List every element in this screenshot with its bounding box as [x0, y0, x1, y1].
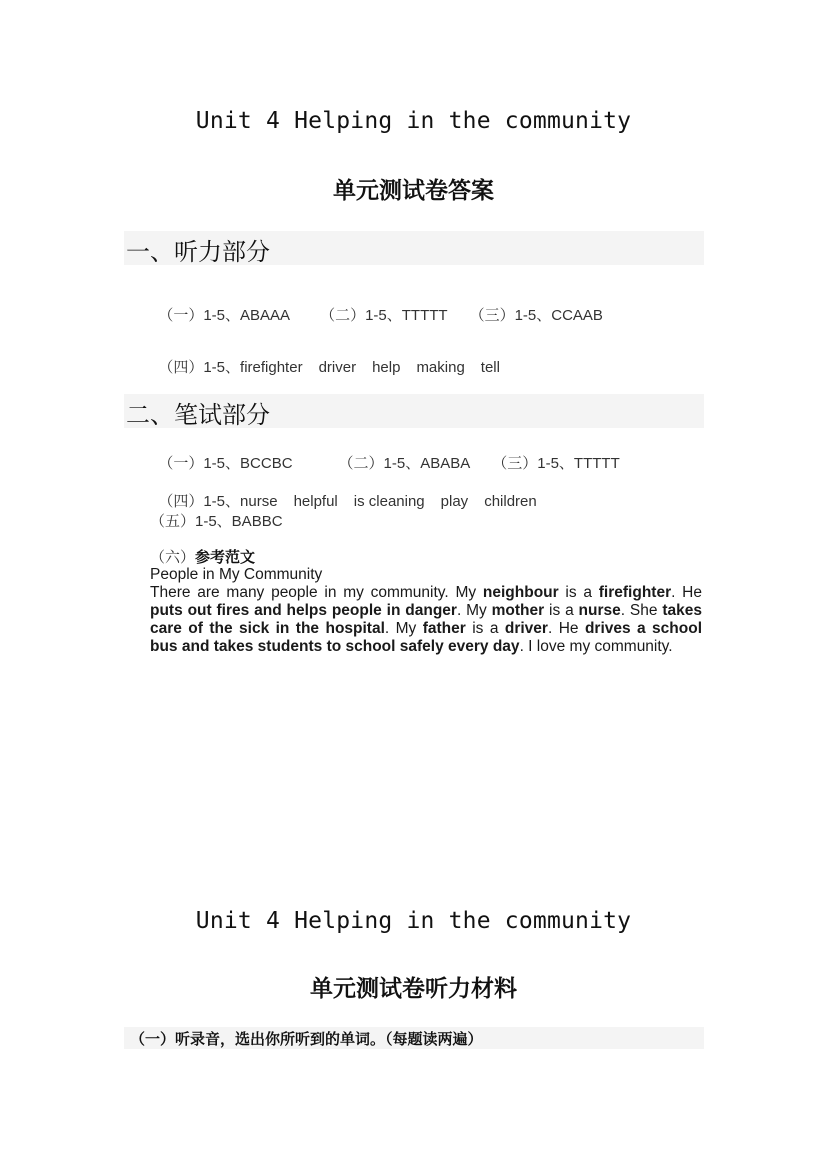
essay-bold-phrase: puts out fires and helps people in danger	[150, 602, 457, 619]
answer-row	[150, 435, 620, 473]
answer-word: children	[484, 493, 537, 510]
answer-row	[150, 339, 500, 377]
essay-text: is a	[558, 584, 599, 601]
answer-word: tell	[480, 359, 500, 376]
essay-text: is a	[465, 620, 505, 637]
answer-row: （五）1-5、BABBC	[150, 513, 283, 530]
answer-word: nurse	[240, 493, 278, 510]
essay-text: . I love my community.	[519, 638, 673, 655]
answer-word: is cleaning	[353, 493, 425, 510]
answer-prefix: （四）1-5、	[158, 493, 241, 510]
answer-part: （二）1-5、ABABA	[338, 455, 471, 472]
answer-word: help	[372, 359, 401, 376]
page-title-english: Unit 4 Helping in the community	[195, 908, 632, 934]
page-title-english: Unit 4 Helping in the community	[195, 108, 632, 134]
essay-text: . He	[671, 584, 702, 601]
essay-text: . She	[620, 602, 663, 619]
page-subtitle-chinese: 单元测试卷答案	[333, 177, 494, 204]
answer-word: making	[416, 359, 465, 376]
answer-part: （二）1-5、TTTTT	[320, 307, 448, 324]
essay-bold-phrase: drives a school bus and takes students to school safely every day	[150, 620, 703, 655]
answer-word: helpful	[293, 493, 338, 510]
essay-bold-phrase: takes care of the sick in the hospital	[150, 602, 703, 637]
essay-label-prefix: （六）	[150, 549, 196, 566]
essay-heading: People in My Community	[150, 566, 323, 583]
answer-prefix: （四）1-5、	[158, 359, 241, 376]
essay-bold-phrase: mother	[491, 602, 545, 619]
essay-bold-phrase: firefighter	[598, 584, 672, 601]
essay-text: There are many people in my community. My	[150, 584, 483, 601]
essay-label	[150, 546, 255, 567]
answer-word: firefighter	[240, 359, 303, 376]
essay-body	[150, 584, 702, 656]
essay-text: . My	[456, 602, 492, 619]
answer-row	[150, 287, 603, 325]
page-subtitle-chinese: 单元测试卷听力材料	[310, 975, 517, 1002]
answer-part: （三）1-5、TTTTT	[492, 455, 620, 472]
essay-text: is a	[544, 602, 579, 619]
essay-bold-phrase: father	[422, 620, 466, 637]
essay-text: . He	[547, 620, 585, 637]
section-title-writing: 二、笔试部分	[126, 401, 270, 429]
listening-instruction: （一）听录音，选出你所听到的单词。（每题读两遍）	[130, 1030, 483, 1048]
section-title-listening: 一、听力部分	[126, 238, 270, 266]
essay-text: . My	[384, 620, 423, 637]
answer-part: （一）1-5、ABAAA	[158, 307, 291, 324]
answer-word: play	[440, 493, 469, 510]
essay-bold-phrase: nurse	[578, 602, 621, 619]
essay-bold-phrase: neighbour	[482, 584, 559, 601]
essay-label-text: 参考范文	[195, 549, 256, 566]
answer-row	[150, 473, 537, 511]
essay-bold-phrase: driver	[504, 620, 548, 637]
answer-word: driver	[318, 359, 357, 376]
answer-part: （三）1-5、CCAAB	[469, 307, 603, 324]
answer-part: （一）1-5、BCCBC	[158, 455, 293, 472]
